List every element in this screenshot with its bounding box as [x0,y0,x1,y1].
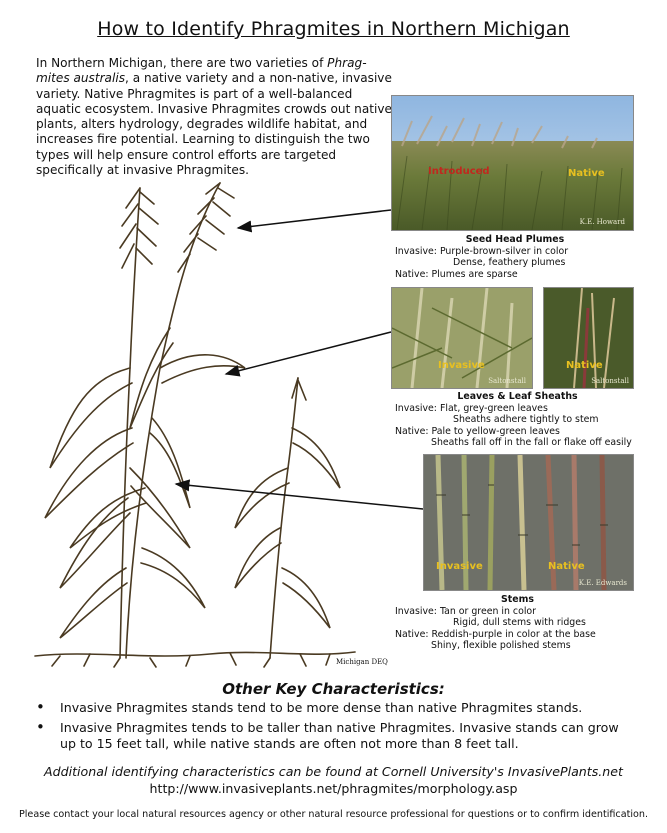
page-title: How to Identify Phragmites in Northern Michigan [97,18,570,40]
leaves-label-native: Native [566,360,603,371]
leaves-label-invasive: Invasive [438,360,485,371]
intro-text-1: In Northern Michigan, there are two varieties of [36,56,328,70]
arrow-stems [176,484,433,510]
leaves-invasive-1: Invasive: Flat, grey-green leaves [395,402,548,414]
list-item: • Invasive Phragmites tends to be taller than native Phragmites. Invasive stands can grow up to 15 feet tall, while native stands are often not more than 8 feet tall. [36,720,636,752]
leaves-heading: Leaves & Leaf Sheaths [457,391,578,402]
seed-head-photo [391,95,634,231]
leaves-credit-right: Saltonstall [591,377,629,385]
arrow-seed-head [238,210,391,228]
reference-url[interactable]: http://www.invasiveplants.net/phragmites/morphology.asp [149,781,518,796]
stems-invasive-2: Rigid, dull stems with ridges [453,617,586,629]
other-characteristics-title: Other Key Characteristics: [222,680,445,698]
stems-photo [423,454,634,591]
seed-head-invasive-1: Invasive: Purple-brown-silver in color [395,245,569,257]
stems-native-1: Native: Reddish-purple in color at the base [395,628,596,640]
leaves-credit-left: Saltonstall [488,377,526,385]
footer-note: Please contact your local natural resources agency or other natural resource professional for questions or to confirm identification. [18,809,649,820]
intro-species-1: Phrag- [327,56,367,70]
arrow-leaves [226,332,391,374]
seed-head-invasive-2: Dense, feathery plumes [453,257,566,269]
leaves-native-photo [543,287,634,389]
leaves-native-1: Native: Pale to yellow-green leaves [395,425,560,437]
stems-caption [395,594,640,652]
intro-species-2: mites australis [36,71,125,86]
additional-info-text: Additional identifying characteristics can be found at Cornell University's InvasivePlants.net [44,764,623,779]
list-item: • Invasive Phragmites stands tend to be more dense than native Phragmites stands. [36,700,636,716]
leaves-caption [395,391,640,449]
leaves-invasive-2: Sheaths adhere tightly to stem [453,414,599,426]
seed-head-photo-credit: K.E. Howard [579,218,625,226]
stems-heading: Stems [501,594,534,605]
seed-head-label-introduced: Introduced [428,166,490,177]
stems-native-2: Shiny, flexible polished stems [431,640,571,652]
intro-text-3: , a native variety and a non-native, invasive variety. Native Phragmites is part of a well-balanced aquatic ecosystem. Invasive Phragmites crowds out native plants, alters hydrology, degrades wildlife habitat, and increases fire potential. Learning to distinguish the two types will help ensure control efforts are targeted specifically at invasive Phragmites. [36,71,392,178]
seed-head-caption [395,234,635,280]
seed-head-native-1: Native: Plumes are sparse [395,268,518,280]
stems-label-invasive: Invasive [436,561,483,572]
leaves-invasive-photo [391,287,533,389]
drawing-credit: Michigan DEQ [336,658,388,666]
stems-photo-credit: K.E. Edwards [578,579,627,587]
seed-head-heading: Seed Head Plumes [465,234,565,245]
stems-label-native: Native [548,561,585,572]
stems-invasive-1: Invasive: Tan or green in color [395,605,537,617]
seed-head-label-native: Native [568,168,605,179]
characteristics-list [36,700,636,756]
leaves-native-2: Sheaths fall off in the fall or flake off easily [431,437,632,449]
